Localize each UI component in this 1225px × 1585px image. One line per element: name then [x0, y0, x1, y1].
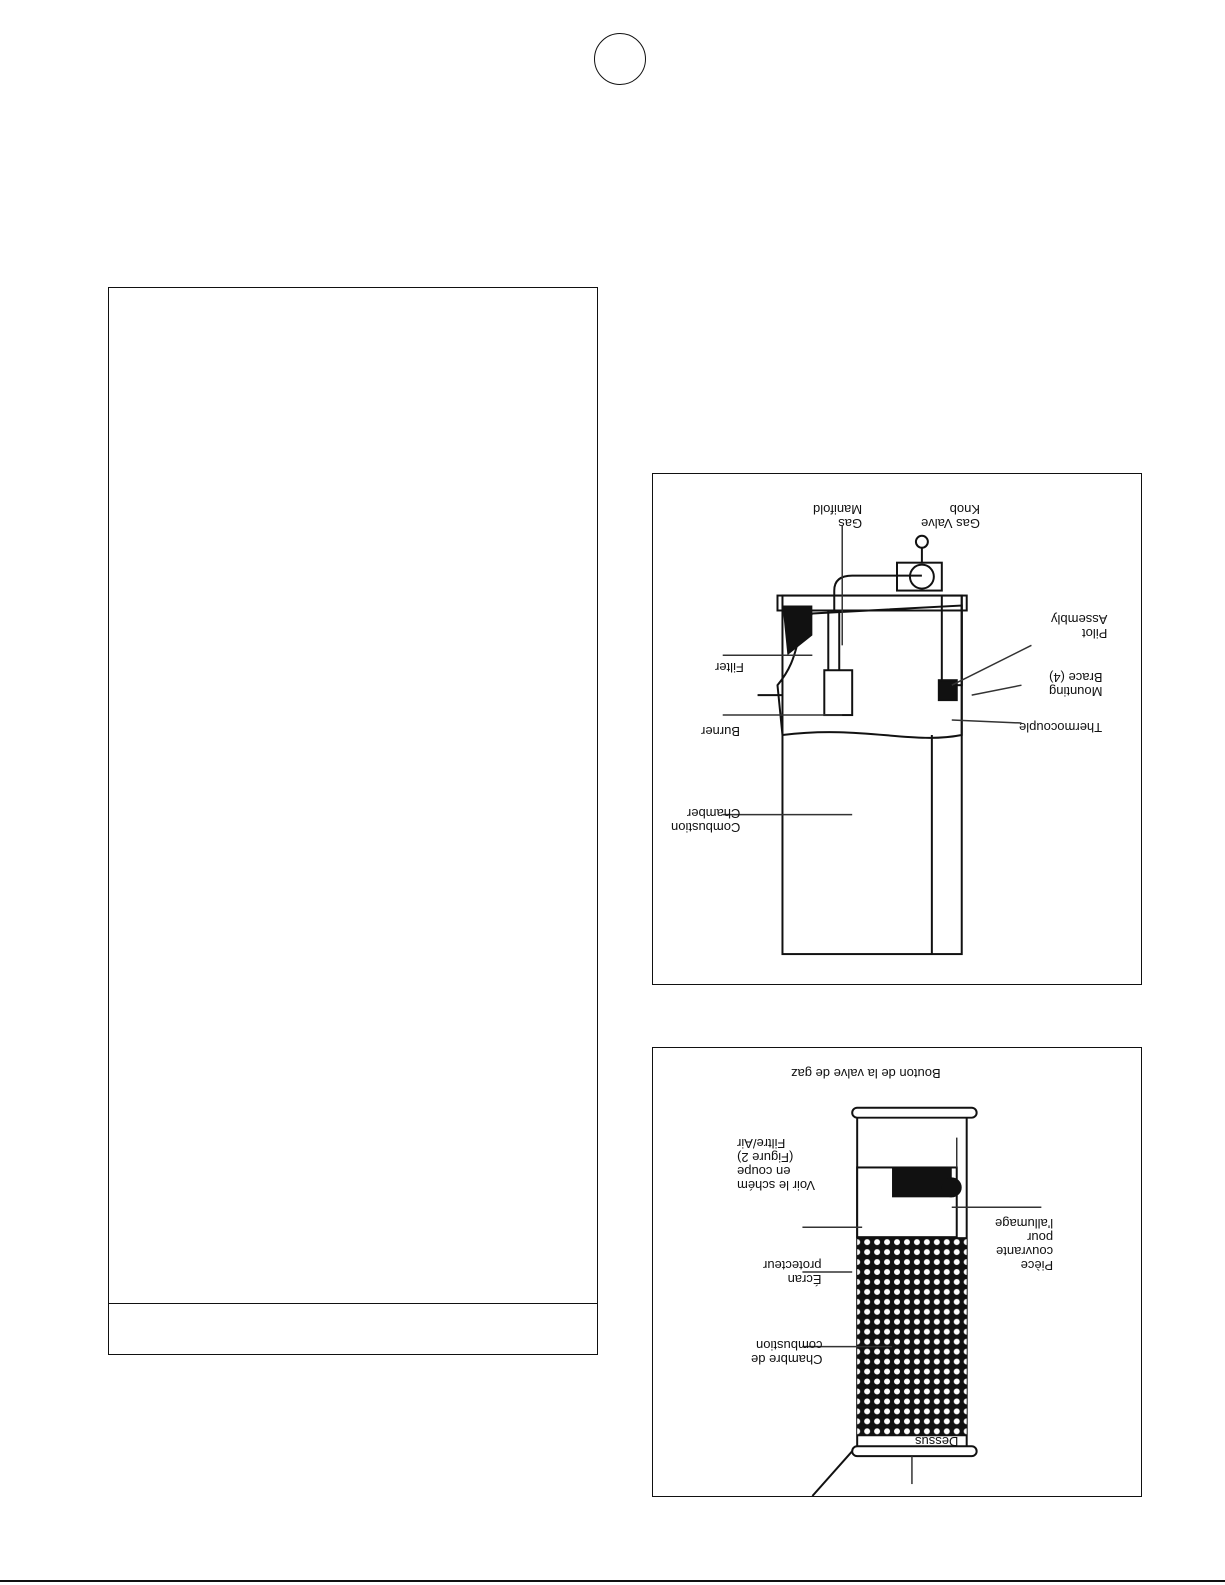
- label-gas-valve-knob: Gas Valve Knob: [921, 502, 981, 531]
- page-number-circle: [594, 33, 646, 85]
- label-filter: Filter: [715, 660, 744, 675]
- label-ecran-protecteur: Écran protecteur: [763, 1258, 822, 1287]
- label-dessus: Dessus: [915, 1434, 959, 1449]
- label-combustion-chamber: Combustion Chamber: [671, 806, 741, 835]
- figure-heater-french: [652, 1047, 1142, 1497]
- label-mounting-brace: Mounting Brace (4): [1049, 670, 1103, 699]
- page-bottom-rule: [0, 1580, 1225, 1582]
- label-burner: Burner: [701, 724, 741, 739]
- label-pilot-assembly: Pilot Assembly: [1051, 612, 1108, 641]
- label-piece-couvrante: Pièce couvrante pour l'allumage: [995, 1216, 1054, 1273]
- label-bouton-valve: Bouton de la valve de gaz: [791, 1066, 941, 1081]
- left-text-panel: [108, 287, 598, 1355]
- label-thermocouple: Thermocouple: [1019, 720, 1103, 735]
- label-chambre-combustion: Chambre de combustion: [751, 1338, 823, 1367]
- label-gas-manifold: Gas Manifold: [813, 502, 863, 531]
- heater-french-drawing: [653, 1048, 1141, 1496]
- panel-footer-divider: [109, 1303, 597, 1304]
- figure-heater-cutaway: [652, 473, 1142, 985]
- label-filtre-air: Voir le schém en coupe (Figure 2) Filtre/Air: [737, 1136, 816, 1193]
